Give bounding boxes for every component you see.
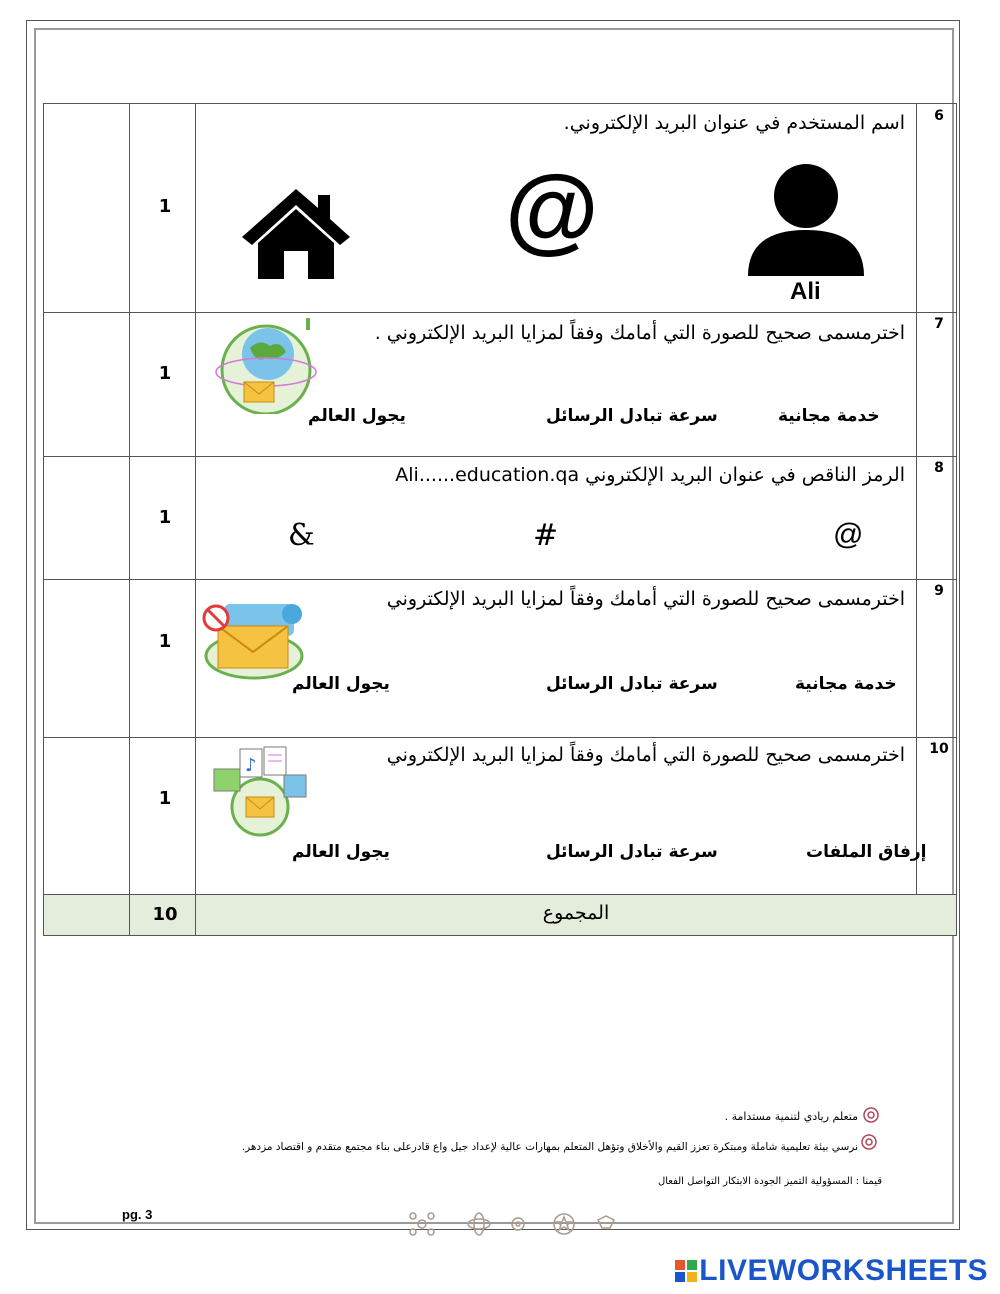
star-badge-icon	[554, 1214, 574, 1234]
gear-icon	[512, 1218, 524, 1230]
option-1[interactable]: خدمة مجانية	[795, 674, 897, 694]
liveworksheets-brand	[675, 1254, 988, 1288]
question-score: 1	[158, 788, 172, 809]
option-ampersand-symbol[interactable]: &	[288, 518, 315, 553]
svg-text:♪: ♪	[245, 755, 257, 776]
footer-vision: متعلم ريادي لتنمية مستدامة .	[724, 1110, 858, 1123]
option-1[interactable]: إرفاق الملفات	[806, 842, 927, 862]
question-score: 1	[158, 196, 172, 217]
total-score: 10	[152, 904, 178, 925]
at-sign-icon: @	[505, 156, 599, 263]
question-text: اخترمسمى صحيح للصورة التي أمامك وفقاً لمزايا البريد الإلكتروني	[386, 588, 905, 610]
liveworksheets-logo-icon	[675, 1256, 697, 1278]
option-2[interactable]: سرعة تبادل الرسائل	[546, 842, 718, 862]
option-3[interactable]: يجول العالم	[292, 842, 390, 862]
values-icons	[408, 1210, 638, 1244]
globe-mail-image	[210, 318, 322, 414]
question-number: 10	[929, 741, 949, 757]
footer-values: قيمنا : المسؤولية التميز الجودة الابتكار التواصل الفعال	[657, 1176, 882, 1187]
footer-mission: نرسي بيئة تعليمية شاملة ومبتكرة تعزز القيم والأخلاق وتؤهل المتعلم بمهارات عالية لإعداد جيل واع قادرعلى بناء مجتمع متقدم و اقتصاد مزدهر.	[241, 1141, 858, 1153]
question-number: 8	[934, 460, 944, 476]
question-score: 1	[158, 363, 172, 384]
target-icon	[860, 1133, 878, 1151]
question-score: 1	[158, 507, 172, 528]
option-2[interactable]: سرعة تبادل الرسائل	[546, 406, 718, 426]
mail-envelopes-image	[200, 596, 308, 680]
handshake-icon	[598, 1216, 614, 1228]
question-text: اسم المستخدم في عنوان البريد الإلكتروني.	[563, 112, 905, 134]
option-at-symbol[interactable]: @	[833, 518, 864, 551]
user-icon	[746, 158, 866, 278]
option-2[interactable]: سرعة تبادل الرسائل	[546, 674, 718, 694]
question-number: 7	[934, 316, 944, 332]
network-icon	[410, 1213, 434, 1235]
question-text: اخترمسمى صحيح للصورة التي أمامك وفقاً لمزايا البريد الإلكتروني	[386, 744, 905, 766]
atom-icon	[468, 1213, 490, 1235]
option-3[interactable]: يجول العالم	[292, 674, 390, 694]
question-number: 9	[934, 583, 944, 599]
avatar-label: Ali	[790, 278, 821, 305]
question-text: الرمز الناقص في عنوان البريد الإلكتروني Ali......education.qa	[395, 464, 905, 486]
option-hash-symbol[interactable]: #	[533, 518, 559, 553]
total-label: المجموع	[542, 902, 610, 924]
option-1[interactable]: خدمة مجانية	[778, 406, 880, 426]
option-3[interactable]: يجول العالم	[308, 406, 406, 426]
question-text: اخترمسمى صحيح للصورة التي أمامك وفقاً لمزايا البريد الإلكتروني .	[374, 322, 905, 344]
target-icon	[862, 1106, 880, 1124]
question-number: 6	[934, 108, 944, 124]
home-icon	[238, 185, 354, 280]
brand-text: LIVEWORKSHEETS	[699, 1254, 988, 1287]
file-attachments-image	[210, 745, 310, 837]
question-score: 1	[158, 631, 172, 652]
page-number: pg. 3	[122, 1207, 153, 1222]
